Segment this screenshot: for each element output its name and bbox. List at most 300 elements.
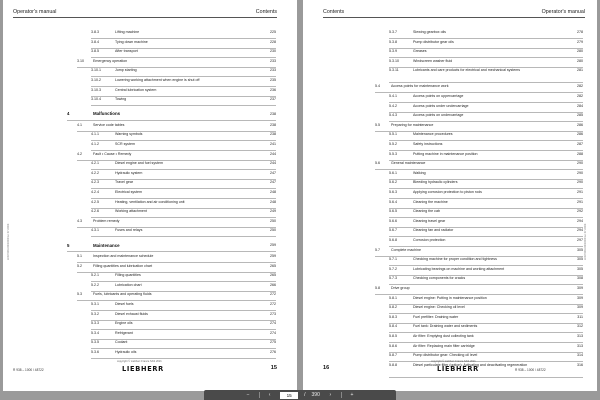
toc-entry-title: Cleaning the cab [413, 209, 440, 214]
toc-entry[interactable] [67, 311, 276, 321]
toc-entry-page: 238 [270, 132, 276, 137]
toc-entry-number: 5.7.2 [389, 266, 397, 271]
page-number: 15 [270, 365, 277, 371]
page-number-input[interactable] [280, 392, 298, 399]
toc-entry-title: Refrigerant [115, 330, 133, 335]
toc-entry-page: 309 [577, 295, 583, 300]
toc-entry-title: Towing [115, 97, 127, 102]
toc-entry-number: 5.6.8 [389, 238, 397, 242]
toc-entry-page: 309 [577, 286, 583, 290]
toc-entry-title: Hydraulic system [115, 170, 143, 175]
toc-entry-page: 238 [270, 111, 276, 116]
toc-entry-number: 5.3.4 [91, 330, 99, 335]
toc-entry-title: Tying down machine [115, 39, 148, 44]
toc-entry-number: 5.6.2 [389, 180, 397, 185]
toc-entry-page: 225 [270, 30, 276, 34]
toc-entry-number: 3.10.1 [91, 68, 101, 73]
toc-entry-number: 3.8.4 [91, 39, 99, 44]
toc-entry-title: Checking components for cracks [413, 276, 466, 281]
toc-entry-number: 5.2.2 [91, 282, 99, 287]
toc-entry[interactable] [67, 160, 276, 170]
toc-entry-number: 5.3.8 [389, 39, 397, 44]
toc-entry[interactable] [67, 48, 276, 58]
toc-entry-number: 5.4.1 [389, 94, 397, 98]
toc-entry-page: 314 [577, 353, 583, 358]
toc-entry-page: 241 [270, 142, 276, 146]
toc-entry-number: 3.10.2 [91, 78, 101, 82]
toc-entry-number: 5.8.7 [389, 353, 397, 358]
toc-entry-page: 311 [577, 314, 583, 319]
toolbar-separator [259, 392, 260, 398]
toc-entry[interactable] [365, 112, 583, 122]
toc-entry[interactable] [365, 39, 583, 49]
toc-underline [91, 105, 276, 106]
toc-entry-title: Air filter: Replacing main filter cartridge [413, 343, 475, 348]
liebherr-logo: LIEBHERR [437, 365, 479, 373]
toc-entry[interactable] [67, 320, 276, 330]
header-right-title: Contents [255, 9, 277, 15]
toc-entry[interactable] [365, 67, 583, 83]
toc-entry[interactable] [365, 160, 583, 170]
toc-entry[interactable] [67, 199, 276, 209]
toc-entry[interactable] [67, 179, 276, 189]
toc-entry[interactable] [365, 256, 583, 266]
toc-entry-title: Hydraulic oils [115, 350, 137, 354]
toc-entry-title: Coolant [115, 340, 128, 345]
toc-entry-page: 259 [270, 243, 276, 247]
toc-entry[interactable] [67, 263, 276, 273]
toc-entry-title: Applying corrosion protection to piston rods [413, 190, 482, 194]
toc-entry-title: Diesel engine and fuel system [115, 161, 163, 166]
toc-entry[interactable] [67, 272, 276, 282]
toc-entry[interactable] [67, 349, 276, 359]
toc-entry-page: 275 [270, 340, 276, 345]
toc-entry-number: 5.5 [375, 122, 380, 127]
toc-entry[interactable] [365, 218, 583, 228]
toc-entry-title: Diesel fuels [115, 302, 134, 306]
toc-entry-page: 274 [270, 321, 276, 326]
page-number: 16 [323, 365, 330, 371]
toc-entry-page: 309 [577, 305, 583, 310]
toc-entry-number: 4.2.1 [91, 161, 99, 166]
toc-entry-title: Preparing for maintenance [391, 122, 434, 127]
zoom-in-button[interactable]: + [350, 392, 354, 398]
toc-entry-title: Lubricants and care products for electrical and mechanical systems [413, 68, 521, 73]
toc-entry[interactable] [365, 275, 583, 285]
toc-entry-number: 5.8.6 [389, 343, 397, 348]
side-code: LFR/7/09-0001/0001-n:07-0003 [584, 223, 587, 260]
copyright-note: copyright © Liebherr-France SAS 2021 [117, 360, 162, 363]
toc-entry-number: 5.8.4 [389, 324, 397, 329]
toc-entry-title: Windscreen washer fluid [413, 58, 453, 63]
toc-entry-title: Drive group [391, 286, 410, 290]
toc-entry-title: Fuses and relays [115, 228, 143, 233]
toc-entry[interactable] [67, 218, 276, 228]
toc-underline [91, 236, 276, 237]
toc-entry-title: Diesel exhaust fluids [115, 311, 148, 316]
copyright-note: copyright © Liebherr-France SAS 2021 [431, 360, 476, 363]
toc-entry-title: Lifting machine [115, 30, 140, 34]
toc-entry-number: 5.4 [375, 84, 380, 89]
toc-entry[interactable] [365, 189, 583, 199]
toc-entry-title: Bleeding hydraulic cylinders [413, 180, 458, 185]
toc-entry-title: Lubricating bearings on machine and working attachment [413, 266, 505, 271]
toc-entry-title: Safety instructions [413, 142, 443, 146]
toc-entry-page: 248 [270, 190, 276, 194]
toc-entry-page: 265 [270, 273, 276, 278]
toc-entry-title: Cleaning travel gear [413, 218, 446, 223]
toc-entry-number: 4.2 [77, 151, 82, 156]
toc-entry-page: 272 [270, 302, 276, 306]
toc-entry-title: Malfunctions [93, 111, 121, 117]
toc-entry-number: 5.4.2 [389, 103, 397, 108]
toc-entry-number: 5.3.5 [91, 340, 99, 345]
toc-entry-page: 249 [270, 209, 276, 214]
toc-entry-number: 5.3.9 [389, 49, 397, 54]
chevron-left-icon: ‹ [268, 392, 271, 398]
toc-entry-number: 5.4.3 [389, 113, 397, 118]
toc-entry[interactable] [365, 131, 583, 141]
toc-entry[interactable] [67, 58, 276, 68]
toc-entry-title: Pump distributor gear oils [413, 39, 454, 44]
toc-entry-title: Access points on uppercarriage [413, 94, 464, 98]
toc-entry-title: Fuels, lubricants and operating fluids [93, 292, 152, 297]
toc-entry-number: 4.1.2 [91, 142, 99, 146]
toc-entry-number: 4 [67, 111, 70, 117]
toc-entry-title: Maintenance procedures [413, 132, 453, 137]
chevron-right-icon: › [329, 392, 332, 398]
toc-entry-page: 285 [577, 113, 583, 118]
toc-entry[interactable] [365, 343, 583, 353]
toc-entry-page: 278 [577, 30, 583, 34]
toc-entry-number: 5.7.1 [389, 257, 397, 262]
toc-entry-page: 274 [270, 330, 276, 335]
toc-entry[interactable] [67, 87, 276, 97]
toc-entry-title: Corrosion protection [413, 238, 446, 242]
toc-entry-number: 3.8.3 [91, 30, 99, 34]
toc-entry-page: 313 [577, 343, 583, 348]
pdf-viewer-toolbar [204, 390, 396, 400]
toc-entry-number: 5.8 [375, 286, 380, 290]
toc-entry-title: Filling quantities [115, 273, 141, 278]
toc-entry-page: 290 [577, 170, 583, 175]
toc-entry-title: Slewing gearbox oils [413, 30, 446, 34]
toc-entry[interactable] [67, 151, 276, 161]
toc-entry-number: 4.2.2 [91, 170, 99, 175]
toc-entry-title: Problem remedy [93, 218, 120, 223]
toc-entry[interactable] [365, 141, 583, 151]
toc-entry[interactable] [365, 237, 583, 247]
toc-entry[interactable] [67, 131, 276, 141]
toc-entry-page: 280 [577, 58, 583, 63]
toc-entry-page: 250 [270, 218, 276, 223]
header-right-title: Operator's manual [541, 9, 585, 15]
toc-entry-page: 282 [577, 94, 583, 98]
toc-entry-page: 247 [270, 180, 276, 185]
toc-entry-number: 5.3.1 [91, 302, 99, 306]
toc-entry-page: 292 [577, 209, 583, 214]
toc-entry[interactable] [67, 96, 276, 106]
toc-entry-title: Diesel engine: Putting in maintenance position [413, 295, 487, 300]
header-left-title: Operator's manual [13, 9, 57, 15]
toc-entry[interactable] [365, 208, 583, 218]
toc-entry-page: 265 [270, 263, 276, 268]
toc-entry-number: 5.5.1 [389, 132, 397, 137]
toc-entry-page: 233 [270, 58, 276, 63]
document-code: R 938 – 1000 / 48722 [515, 368, 546, 372]
toc-entry-page: 235 [270, 78, 276, 82]
document-code: R 938 – 1000 / 48722 [13, 368, 44, 372]
toc-entry[interactable] [365, 333, 583, 343]
toc-entry-page: 279 [577, 39, 583, 44]
toc-entry[interactable] [365, 170, 583, 180]
toc-entry-number: 3.10.4 [91, 97, 101, 102]
toc-entry-number: 5.6 [375, 161, 380, 166]
toc-entry-number: 5.8.8 [389, 362, 397, 367]
toc-entry-number: 4.3 [77, 218, 82, 223]
toc-entry-title: General maintenance [391, 161, 426, 166]
toc-entry[interactable] [67, 330, 276, 340]
toc-entry[interactable] [67, 67, 276, 77]
page-separator: / [304, 392, 306, 398]
toc-entry-page: 259 [270, 254, 276, 258]
toc-entry[interactable] [365, 247, 583, 257]
toc-entry-title: Warning symbols [115, 132, 143, 137]
toc-entry-page: 244 [270, 161, 276, 166]
toc-entry[interactable] [67, 208, 276, 218]
toc-entry-page: 290 [577, 161, 583, 166]
toc-entry-page: 248 [270, 199, 276, 204]
toc-entry-title: Access points on undercarriage [413, 113, 464, 118]
toc-entry[interactable] [365, 122, 583, 132]
toc-entry-title: Travel gear [115, 180, 134, 185]
toc-entry-page: 312 [577, 324, 583, 329]
toc-entry-title: Diesel particulate filter (option): Activating and deactivating regeneration [413, 362, 528, 367]
toc-entry-title: Complete machine [391, 247, 421, 252]
header-left-title: Contents [323, 9, 345, 15]
toc-entry-number: 5.7 [375, 247, 380, 252]
toc-entry-page: 284 [577, 103, 583, 108]
toc-underline [389, 377, 583, 378]
toc-entry[interactable] [67, 39, 276, 49]
toc-entry-number: 5.5.3 [389, 151, 397, 156]
toc-entry[interactable] [365, 285, 583, 295]
header-rule [13, 17, 277, 18]
toc-entry-number: 5.5.2 [389, 142, 397, 146]
toc-entry-title: SCR system [115, 142, 135, 146]
toc-entry-number: 4.2.6 [91, 209, 99, 214]
toc-entry[interactable] [365, 83, 583, 93]
total-pages: 390 [311, 392, 320, 398]
toc-entry[interactable] [365, 48, 583, 58]
toc-entry-page: 236 [270, 87, 276, 92]
toc-entry-number: 5.6.3 [389, 190, 397, 194]
right-page [303, 0, 597, 391]
toc-entry-number: 5.8.5 [389, 334, 397, 338]
toc-entry[interactable] [365, 58, 583, 68]
toc-entry-number: 5.3.2 [91, 311, 99, 316]
toc-entry[interactable] [67, 170, 276, 180]
toc-entry-page: 281 [577, 68, 583, 73]
toc-entry-page: 290 [577, 180, 583, 185]
toc-entry-number: 4.2.5 [91, 199, 99, 204]
toc-entry-title: Pump distributor gear: Checking oil level [413, 353, 478, 358]
toc-entry-page: 305 [577, 266, 583, 271]
toc-entry-page: 313 [577, 334, 583, 338]
toc-entry-title: Cleaning the machine [413, 199, 448, 204]
toc-entry-page: 237 [270, 97, 276, 102]
toc-entry-number: 3.10.3 [91, 87, 101, 92]
toc-entry-page: 286 [577, 132, 583, 137]
toc-entry-title: Inspection and maintenance schedule [93, 254, 154, 258]
toc-entry-title: Lubrication chart [115, 282, 142, 287]
toc-entry-title: Central lubrication system [115, 87, 157, 92]
toc-entry-page: 294 [577, 228, 583, 233]
toc-entry-number: 5.3 [77, 292, 82, 297]
toc-entry-page: 287 [577, 142, 583, 146]
toc-chapter[interactable] [67, 111, 276, 121]
toc-entry-number: 5 [67, 242, 70, 248]
toc-entry-number: 5.3.10 [389, 58, 399, 63]
previous-page-button[interactable] [265, 391, 274, 399]
toc-entry-title: Service code tables [93, 122, 125, 127]
toc-entry-number: 5.6.1 [389, 170, 397, 175]
zoom-out-button[interactable]: − [246, 392, 250, 398]
toc-entry-number: 5.8.3 [389, 314, 397, 319]
toc-entry[interactable] [365, 151, 583, 161]
toc-entry-title: Fuel tank: Draining water and sediments [413, 324, 478, 329]
toc-underline [91, 358, 276, 359]
toc-entry-title: Emergency operation [93, 58, 128, 63]
toc-entry-number: 5.6.4 [389, 199, 397, 204]
toc-entry-page: 294 [577, 218, 583, 223]
toc-entry-title: Greases [413, 49, 427, 54]
toc-entry[interactable] [67, 141, 276, 151]
toc-entry[interactable] [365, 93, 583, 103]
toc-entry-title: Diesel engine: Checking oil level [413, 305, 465, 310]
toc-entry-number: 5.8.1 [389, 295, 397, 300]
toc-entry-title: Fuel prefilter: Draining water [413, 314, 459, 319]
toc-entry[interactable] [67, 282, 276, 292]
toc-underline [67, 251, 276, 252]
toc-entry-page: 228 [270, 39, 276, 44]
toc-entry-page: 286 [577, 122, 583, 127]
header-rule [323, 17, 585, 18]
toc-underline [67, 120, 276, 121]
toc-entry[interactable] [365, 314, 583, 324]
toc-entry[interactable] [365, 304, 583, 314]
toc-entry[interactable] [67, 253, 276, 263]
toc-entry[interactable] [365, 295, 583, 305]
toc-entry-page: 266 [270, 282, 276, 287]
toc-entry-number: 3.10 [77, 58, 84, 63]
toc-entry-title: Access points for maintenance work [391, 84, 449, 89]
toc-chapter[interactable] [67, 242, 276, 252]
toc-entry-number: 5.3.6 [91, 350, 99, 354]
toc-entry[interactable] [365, 266, 583, 276]
toc-entry-title: Walking [413, 170, 426, 175]
left-page [3, 0, 297, 391]
toc-entry[interactable] [365, 323, 583, 333]
toc-entry-title: Checking machine for proper condition and tightness [413, 257, 497, 262]
toc-entry-page: 316 [577, 362, 583, 367]
toc-entry[interactable] [365, 103, 583, 113]
toc-entry-number: 3.8.5 [91, 49, 99, 54]
toc-entry[interactable] [67, 301, 276, 311]
toc-entry-page: 230 [270, 49, 276, 54]
toc-entry[interactable] [365, 227, 583, 237]
toolbar-separator [341, 392, 342, 398]
toc-entry-page: 272 [270, 292, 276, 297]
toc-entry[interactable] [365, 29, 583, 39]
toc-entry-title: Putting machine in maintenance position [413, 151, 478, 156]
toc-entry[interactable] [67, 291, 276, 301]
toc-entry-page: 291 [577, 199, 583, 204]
toc-entry-title: Jump starting [115, 68, 137, 73]
toc-entry-title: Cleaning fan and radiator [413, 228, 454, 233]
toc-entry-number: 5.8.2 [389, 305, 397, 310]
toc-entry-title: Air filter: Emptying dust collecting tank [413, 334, 474, 338]
toc-entry-title: Lowering working attachment when engine is shut off [115, 78, 200, 82]
toc-entry[interactable] [67, 77, 276, 87]
toc-entry-title: Access points under undercarriage [413, 103, 469, 108]
toc-entry-number: 5.6.6 [389, 218, 397, 223]
toc-entry-page: 297 [577, 238, 583, 242]
toc-entry-number: 5.6.7 [389, 228, 397, 233]
toc-entry-title: Fault • Cause • Remedy [93, 151, 132, 156]
toc-entry[interactable] [67, 339, 276, 349]
toc-entry-title: Engine oils [115, 321, 133, 326]
toc-entry-title: Filling quantities and lubrication chart [93, 263, 153, 268]
toc-entry[interactable] [67, 29, 276, 39]
liebherr-logo: LIEBHERR [122, 365, 164, 373]
toc-entry-number: 4.1 [77, 122, 82, 127]
toc-entry-number: 5.1 [77, 254, 82, 258]
next-page-button[interactable] [326, 391, 335, 399]
toc-entry-number: 4.2.4 [91, 190, 99, 194]
toc-entry-number: 4.3.1 [91, 228, 99, 233]
toc-entry-number: 5.6.5 [389, 209, 397, 214]
toc-entry-number: 5.2.1 [91, 273, 99, 278]
toc-entry-number: 5.7.3 [389, 276, 397, 281]
toc-entry-title: Maintenance [93, 242, 120, 248]
toc-entry-page: 276 [270, 350, 276, 354]
toc-entry-page: 250 [270, 228, 276, 233]
toc-entry-page: 282 [577, 84, 583, 89]
toc-entry-page: 305 [577, 257, 583, 262]
toc-entry[interactable] [365, 179, 583, 189]
toc-entry-title: Heating, ventilation and air conditioning unit [115, 199, 185, 204]
toc-entry[interactable] [67, 227, 276, 237]
toc-entry-page: 233 [270, 68, 276, 73]
toc-entry-number: 4.2.3 [91, 180, 99, 185]
toc-entry-number: 5.3.11 [389, 68, 399, 73]
toc-entry-title: Working attachment [115, 209, 147, 214]
toc-entry[interactable] [365, 199, 583, 209]
toc-entry[interactable] [67, 189, 276, 199]
toc-entry[interactable] [67, 122, 276, 132]
toc-entry-number: 4.1.1 [91, 132, 99, 137]
side-code: LFR/7/09-0001/0001-n:07-0003 [7, 223, 10, 260]
toc-entry-title: After transport [115, 49, 138, 54]
toc-entry-number: 5.3.3 [91, 321, 99, 326]
toc-entry-title: Electrical system [115, 190, 142, 194]
toc-entry-page: 288 [577, 151, 583, 156]
toc-entry-page: 247 [270, 170, 276, 175]
toc-entry-page: 308 [577, 276, 583, 281]
toc-entry-number: 5.3.7 [389, 30, 397, 34]
toc-entry-page: 280 [577, 49, 583, 54]
